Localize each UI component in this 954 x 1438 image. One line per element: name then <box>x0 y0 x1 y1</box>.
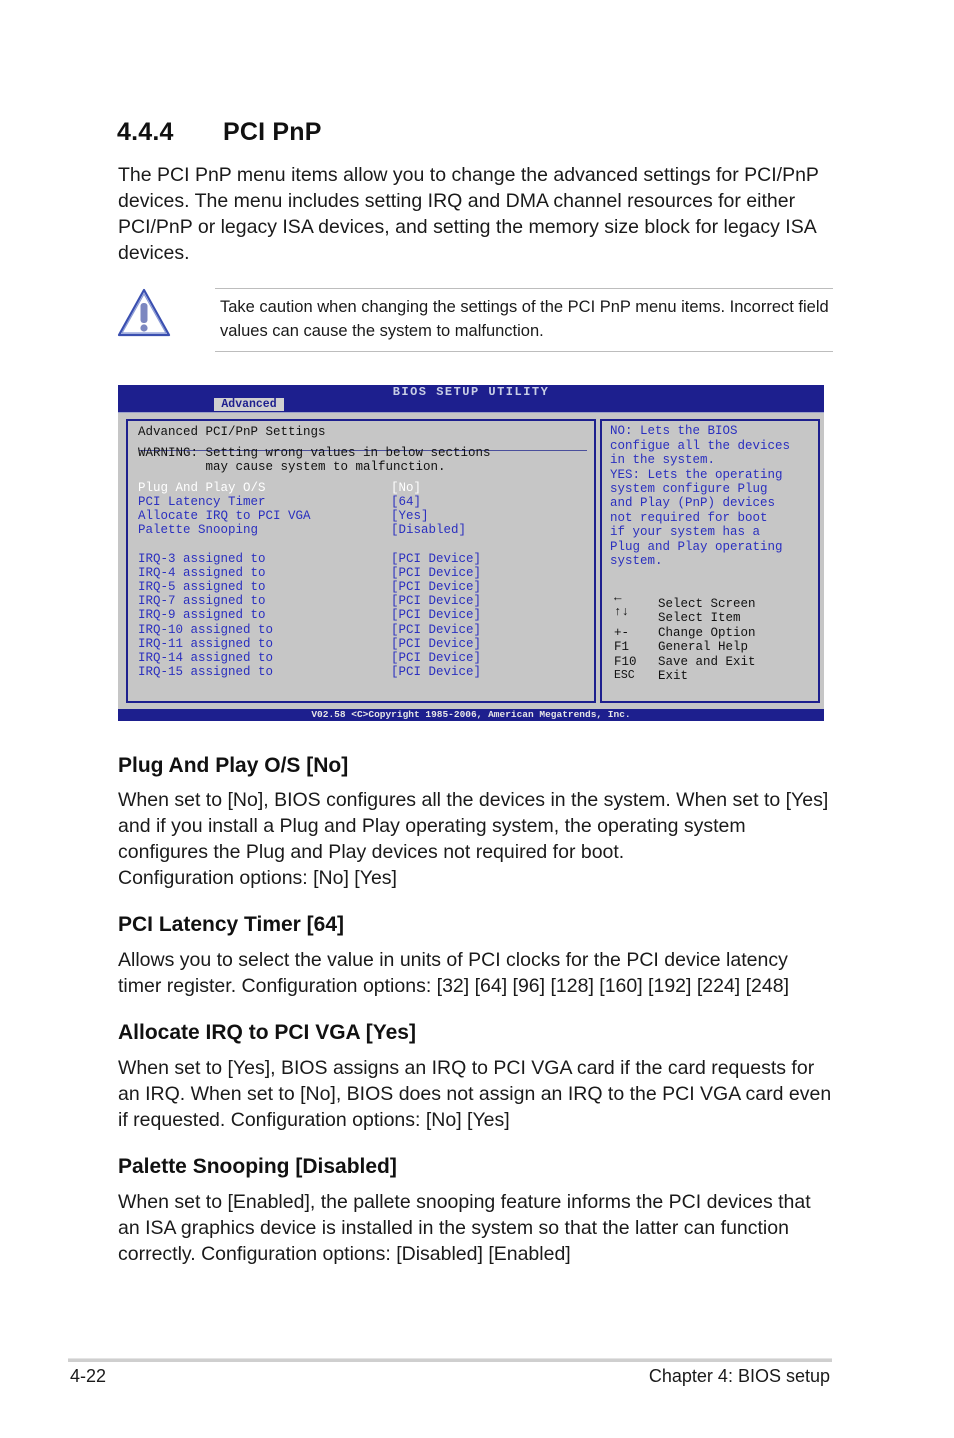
bios-key-action: Change Option <box>658 626 756 640</box>
left-arrow-icon: ← <box>614 591 622 605</box>
bios-key-action: General Help <box>658 640 749 654</box>
item-heading: PCI Latency Timer [64] <box>118 913 345 936</box>
bios-setting-label[interactable]: PCI Latency Timer <box>138 495 266 509</box>
section-heading <box>117 118 322 147</box>
footer-rule <box>68 1358 832 1362</box>
item-options: Configuration options: [No] [Yes] <box>118 867 397 889</box>
caution-text: Take caution when changing the settings of the PCI PnP menu items. Incorrect field values can cause the system to malfunction. <box>220 298 829 340</box>
bios-irq-value[interactable]: [PCI Device] <box>391 552 482 566</box>
page-number: 4-22 <box>70 1366 107 1386</box>
intro-paragraph: The PCI PnP menu items allow you to change the advanced settings for PCI/PnP devices. The menu includes setting IRQ and DMA channel resources for either PCI/PnP or legacy ISA devices, and setting the memory size block for legacy ISA devices. <box>118 164 819 264</box>
item-text: When set to [Yes], BIOS assigns an IRQ to PCI VGA card if the card requests for an IRQ. When set to [No], BIOS does not assign an IRQ to the PCI VGA card even if requested. Configuration options: [No] [Yes] <box>118 1057 832 1131</box>
bios-screenshot <box>118 385 824 721</box>
bios-irq-value[interactable]: [PCI Device] <box>391 651 482 665</box>
bios-help-line: system. <box>610 554 663 568</box>
bios-setting-value[interactable]: [64] <box>391 495 422 509</box>
bios-tab-advanced[interactable]: Advanced <box>214 398 284 411</box>
bios-key-action: Select Screen <box>658 597 756 611</box>
bios-irq-value[interactable]: [PCI Device] <box>391 623 482 637</box>
section-number: 4.4.4 <box>117 118 174 146</box>
bios-body <box>118 413 824 709</box>
bios-setting-label[interactable]: Palette Snooping <box>138 523 259 537</box>
bios-help-line: system configure Plug <box>610 482 768 496</box>
bios-irq-value[interactable]: [PCI Device] <box>391 637 482 651</box>
chapter-label: Chapter 4: BIOS setup <box>648 1366 830 1386</box>
bios-irq-label[interactable]: IRQ-5 assigned to <box>138 580 266 594</box>
bios-copyright: V02.58 <C>Copyright 1985-2006, American Megatrends, Inc. <box>118 709 824 721</box>
bios-irq-label[interactable]: IRQ-4 assigned to <box>138 566 266 580</box>
bios-irq-value[interactable]: [PCI Device] <box>391 665 482 679</box>
bios-help-line: in the system. <box>610 453 716 467</box>
bios-irq-label[interactable]: IRQ-9 assigned to <box>138 608 266 622</box>
bios-key-name: F10 <box>614 655 637 669</box>
bios-panel-title: Advanced PCI/PnP Settings <box>138 425 326 439</box>
bios-irq-label[interactable]: IRQ-14 assigned to <box>138 651 274 665</box>
bios-title: BIOS SETUP UTILITY <box>392 385 550 399</box>
bios-setting-value[interactable]: [Disabled] <box>391 523 467 537</box>
bios-irq-label[interactable]: IRQ-7 assigned to <box>138 594 266 608</box>
bios-help-panel <box>600 419 820 703</box>
item-heading: Allocate IRQ to PCI VGA [Yes] <box>118 1021 416 1044</box>
warning-icon <box>116 287 172 339</box>
item-heading: Palette Snooping [Disabled] <box>118 1155 397 1178</box>
bios-irq-value[interactable]: [PCI Device] <box>391 566 482 580</box>
bios-help-line: YES: Lets the operating <box>610 468 783 482</box>
bios-irq-label[interactable]: IRQ-11 assigned to <box>138 637 274 651</box>
bios-title-bar <box>118 385 824 413</box>
item-text: Allows you to select the value in units of PCI clocks for the PCI device latency timer register. Configuration options: [32] [64] [96] [128] [160] [192] [224] [248] <box>118 949 790 997</box>
bios-help-line: and Play (PnP) devices <box>610 496 776 510</box>
bios-setting-label[interactable]: Allocate IRQ to PCI VGA <box>138 509 311 523</box>
bios-help-line: Plug and Play operating <box>610 540 783 554</box>
bios-key-action: Select Item <box>658 611 741 625</box>
bios-warning-1: WARNING: Setting wrong values in below sections <box>138 446 491 460</box>
bios-key-name: +- <box>614 626 630 640</box>
bios-key-action: Exit <box>658 669 689 683</box>
bios-setting-value[interactable]: [Yes] <box>391 509 429 523</box>
bios-setting-value[interactable]: [No] <box>391 481 422 495</box>
bios-warning-2: may cause system to malfunction. <box>138 460 446 474</box>
item-heading: Plug And Play O/S [No] <box>118 754 349 777</box>
bios-irq-value[interactable]: [PCI Device] <box>391 608 482 622</box>
bios-settings-panel <box>126 419 596 703</box>
up-down-arrows-icon: ↑↓ <box>614 605 630 619</box>
item-text: When set to [Enabled], the pallete snooping feature informs the PCI devices that an ISA graphics device is installed in the system so that the latter can function correctly. Configuration options: [Disabled] [Enabled] <box>118 1191 811 1265</box>
bios-help-line: if your system has a <box>610 525 761 539</box>
bios-irq-value[interactable]: [PCI Device] <box>391 594 482 608</box>
bios-help-line: configue all the devices <box>610 439 791 453</box>
bios-key-action: Save and Exit <box>658 655 756 669</box>
bios-help-line: not required for boot <box>610 511 768 525</box>
item-text: When set to [No], BIOS configures all the devices in the system. When set to [Yes] and if you install a Plug and Play operating system, the operating system configures the Plug and Play devices not required for boot. <box>118 789 829 863</box>
bios-irq-label[interactable]: IRQ-3 assigned to <box>138 552 266 566</box>
bios-key-name: ESC <box>614 669 635 682</box>
bios-help-line: NO: Lets the BIOS <box>610 424 738 438</box>
bios-key-name: F1 <box>614 640 630 654</box>
bios-irq-label[interactable]: IRQ-10 assigned to <box>138 623 274 637</box>
bios-irq-label[interactable]: IRQ-15 assigned to <box>138 665 274 679</box>
bios-irq-value[interactable]: [PCI Device] <box>391 580 482 594</box>
bios-setting-label[interactable]: Plug And Play O/S <box>138 481 266 495</box>
section-title: PCI PnP <box>223 118 322 146</box>
